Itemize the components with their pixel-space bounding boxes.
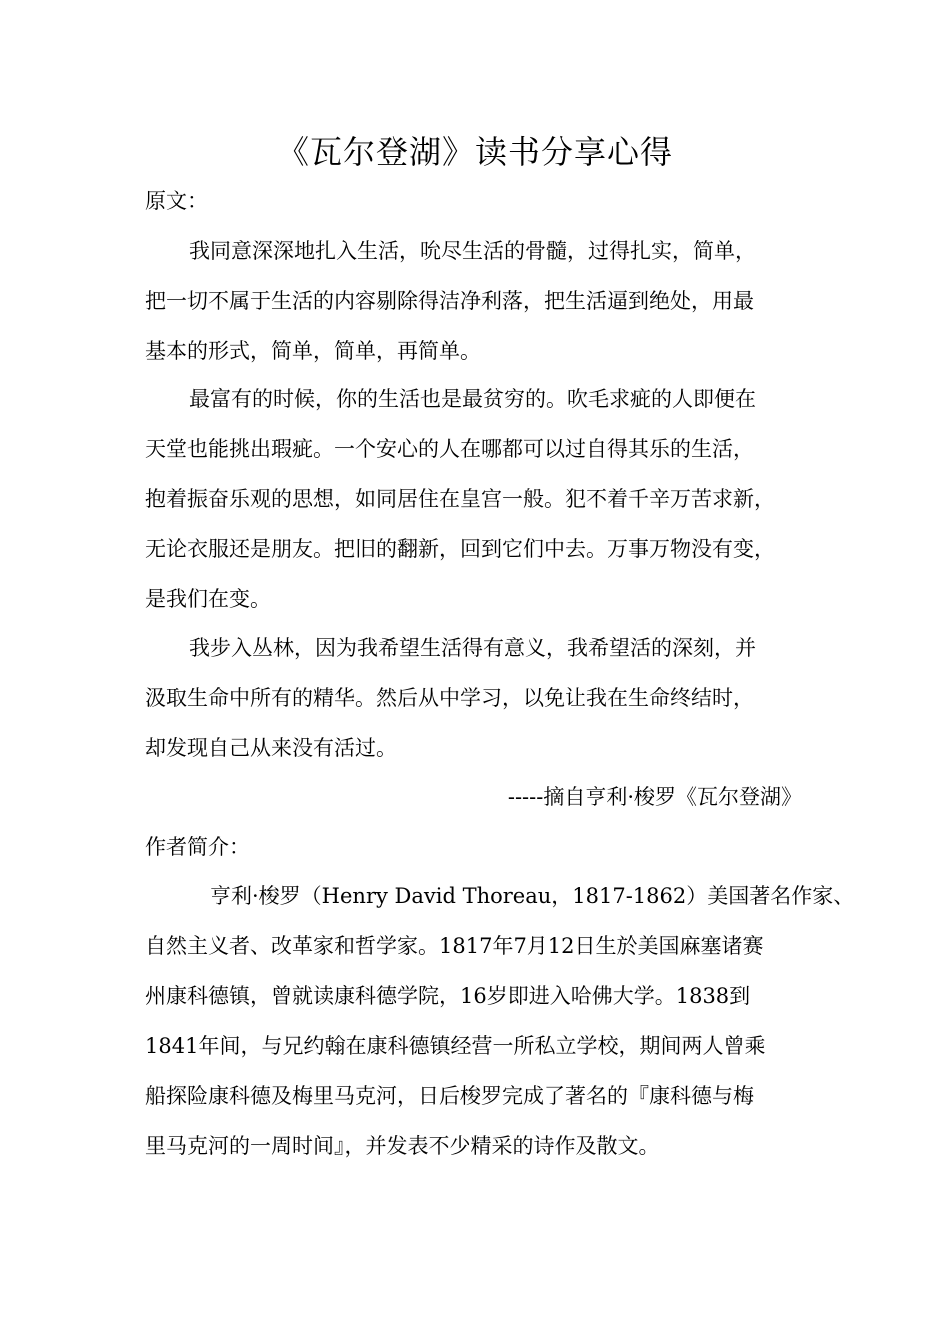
original-label: 原文： [145,189,208,213]
paragraph1-line2: 把一切不属于生活的内容剔除得洁净利落，把生活逼到绝处，用最 [145,289,754,313]
paragraph3-line3: 却发现自己从来没有活过。 [145,736,397,760]
document-title: 《瓦尔登湖》读书分享心得 [276,133,673,171]
paragraph2-line2: 天堂也能挑出瑕疵。一个安心的人在哪都可以过自得其乐的生活， [145,437,754,461]
paragraph2-line3: 抱着振奋乐观的思想，如同居住在皇宫一般。犯不着千辛万苦求新， [145,487,775,511]
attribution-line: -----摘自亨利·梭罗《瓦尔登湖》 [507,785,802,809]
author-bio-line2: 自然主义者、改革家和哲学家。1817年7月12日生於美国麻塞诸赛 [145,934,764,958]
author-bio-line3: 州康科德镇，曾就读康科德学院，16岁即进入哈佛大学。1838到 [145,984,751,1008]
paragraph2-line4: 无论衣服还是朋友。把旧的翻新，回到它们中去。万事万物没有变， [145,537,775,561]
paragraph3-line1: 我步入丛林，因为我希望生活得有意义，我希望活的深刻，并 [189,636,756,660]
paragraph2-line5: 是我们在变。 [145,587,271,611]
author-bio-line4: 1841年间，与兄约翰在康科德镇经营一所私立学校，期间两人曾乘 [145,1034,766,1058]
paragraph1-line1: 我同意深深地扎入生活，吮尽生活的骨髓，过得扎实，简单， [189,239,756,263]
paragraph2-line1: 最富有的时候，你的生活也是最贫穷的。吹毛求疵的人即便在 [189,387,756,411]
author-bio-line6: 里马克河的一周时间』，并发表不少精采的诗作及散文。 [145,1134,660,1158]
author-bio-line5: 船探险康科德及梅里马克河，日后梭罗完成了著名的『康科德与梅 [145,1084,754,1108]
author-label: 作者简介： [145,835,250,859]
paragraph3-line2: 汲取生命中所有的精华。然后从中学习，以免让我在生命终结时， [145,686,754,710]
paragraph1-line3: 基本的形式，简单，简单，再简单。 [145,339,481,363]
author-bio-line1: 亨利·梭罗（Henry David Thoreau，1817-1862）美国著名作家、 [210,884,855,908]
